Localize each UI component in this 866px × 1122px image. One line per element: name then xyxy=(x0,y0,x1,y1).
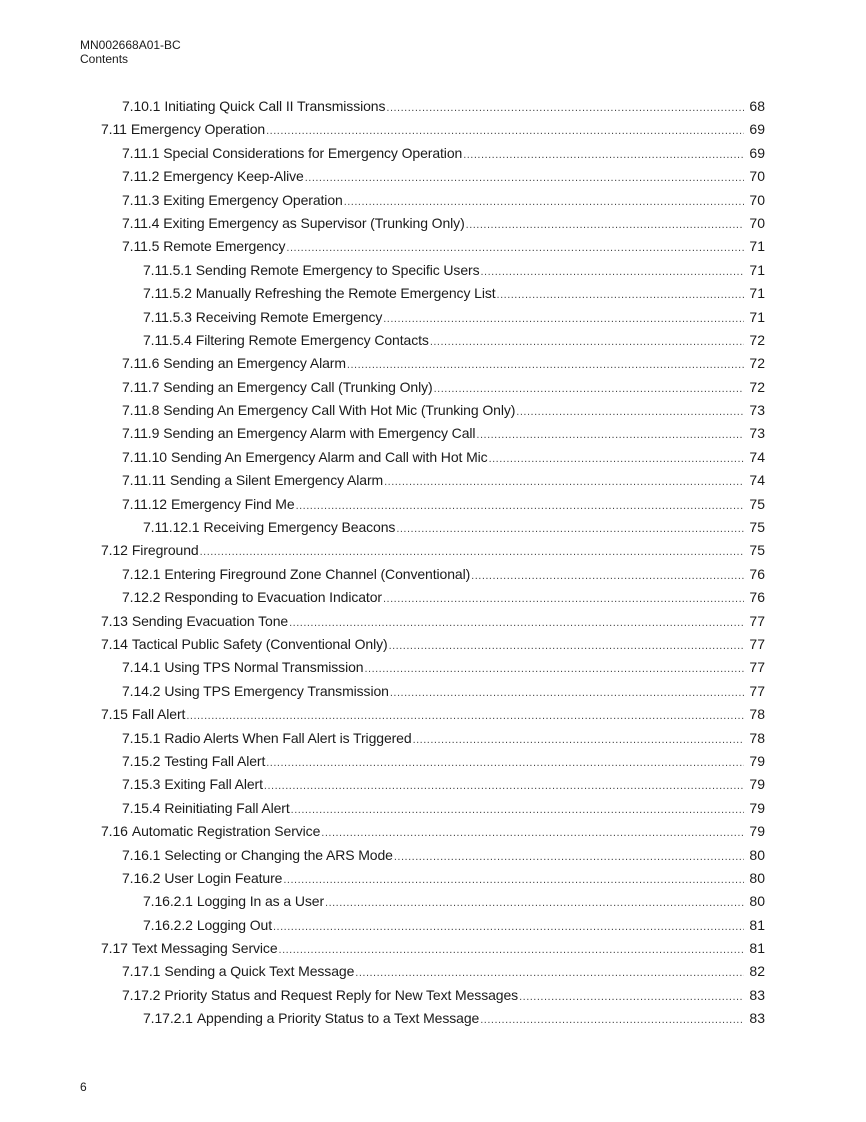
toc-entry-title xyxy=(143,329,429,352)
toc-section-number: 7.11.12 xyxy=(122,495,167,512)
toc-dot-leader xyxy=(344,191,744,214)
toc-section-number: 7.17.2 xyxy=(122,986,161,1003)
toc-entry[interactable] xyxy=(0,212,866,235)
toc-dot-leader xyxy=(390,682,744,705)
toc-section-number: 7.17.1 xyxy=(122,963,161,980)
toc-section-number: 7.15.4 xyxy=(122,799,161,816)
toc-entry-title xyxy=(122,399,515,422)
toc-dot-leader xyxy=(186,705,744,728)
toc-dot-leader xyxy=(289,612,744,635)
toc-dot-leader xyxy=(476,424,744,447)
toc-entry[interactable] xyxy=(0,937,866,960)
toc-page-number: 71 xyxy=(749,308,765,325)
toc-entry[interactable] xyxy=(0,633,866,656)
toc-page-number: 77 xyxy=(749,659,765,676)
toc-entry-title xyxy=(122,844,393,867)
toc-page-number: 71 xyxy=(749,285,765,302)
toc-dot-leader xyxy=(347,354,744,377)
toc-entry-title xyxy=(101,539,199,562)
toc-entry-title xyxy=(143,306,382,329)
toc-entry[interactable] xyxy=(0,914,866,937)
toc-section-number: 7.11.5 xyxy=(122,238,160,255)
toc-section-number: 7.12.1 xyxy=(122,565,161,582)
toc-section-number: 7.16.2 xyxy=(122,869,161,886)
toc-page-number: 73 xyxy=(749,402,765,419)
toc-entry[interactable] xyxy=(0,493,866,516)
toc-entry-title xyxy=(143,890,324,913)
toc-section-title: Logging In as a User xyxy=(196,893,325,910)
toc-entry[interactable] xyxy=(0,352,866,375)
toc-section-number: 7.12 xyxy=(101,542,128,559)
toc-section-number: 7.16.2.2 xyxy=(143,916,193,933)
toc-dot-leader xyxy=(325,892,744,915)
toc-page-number: 82 xyxy=(749,963,765,980)
toc-entry[interactable] xyxy=(0,329,866,352)
toc-dot-leader xyxy=(383,588,744,611)
toc-section-number: 7.15.3 xyxy=(122,776,161,793)
toc-dot-leader xyxy=(266,752,744,775)
toc-page-number: 70 xyxy=(749,168,765,185)
toc-section-title: Appending a Priority Status to a Text Message xyxy=(196,1010,480,1027)
toc-entry-title xyxy=(143,516,395,539)
toc-entry[interactable] xyxy=(0,703,866,726)
toc-entry-title xyxy=(122,189,343,212)
toc-page-number: 83 xyxy=(749,1010,765,1027)
toc-entry-title xyxy=(122,656,363,679)
toc-entry-title xyxy=(122,797,290,820)
toc-dot-leader xyxy=(413,729,744,752)
toc-section-title: Reinitiating Fall Alert xyxy=(164,799,290,816)
toc-section-title: User Login Feature xyxy=(164,869,283,886)
toc-section-title: Fall Alert xyxy=(131,706,186,723)
toc-section-title: Selecting or Changing the ARS Mode xyxy=(164,846,393,863)
toc-section-number: 7.16 xyxy=(101,823,128,840)
toc-dot-leader xyxy=(283,869,744,892)
toc-entry-title xyxy=(122,750,265,773)
toc-entry[interactable] xyxy=(0,118,866,141)
toc-entry[interactable] xyxy=(0,563,866,586)
toc-page-number: 80 xyxy=(749,869,765,886)
toc-page-number: 78 xyxy=(749,729,765,746)
toc-page-number: 68 xyxy=(749,98,765,114)
toc-entry[interactable] xyxy=(0,235,866,258)
toc-section-number: 7.14 xyxy=(101,635,128,652)
toc-section-title: Using TPS Normal Transmission xyxy=(164,659,364,676)
toc-dot-leader xyxy=(321,822,744,845)
toc-section-number: 7.11.6 xyxy=(122,355,160,372)
toc-section-title: Emergency Find Me xyxy=(170,495,295,512)
toc-entry[interactable] xyxy=(0,189,866,212)
toc-section-title: Sending an Emergency Alarm with Emergency Call xyxy=(163,425,476,442)
toc-entry[interactable] xyxy=(0,539,866,562)
toc-dot-leader xyxy=(480,261,744,284)
toc-entry[interactable] xyxy=(0,259,866,282)
toc-section-number: 7.12.2 xyxy=(122,589,161,606)
toc-page-number: 79 xyxy=(749,799,765,816)
toc-entry-title xyxy=(122,586,382,609)
toc-entry[interactable] xyxy=(0,142,866,165)
toc-page-number: 69 xyxy=(749,144,765,161)
toc-page-number: 73 xyxy=(749,425,765,442)
toc-section-title: Tactical Public Safety (Conventional Only) xyxy=(131,635,388,652)
toc-section-number: 7.17.2.1 xyxy=(143,1010,193,1027)
toc-section-number: 7.11.9 xyxy=(122,425,160,442)
toc-page-number: 71 xyxy=(749,238,765,255)
toc-page-number: 72 xyxy=(749,378,765,395)
toc-section-title: Receiving Emergency Beacons xyxy=(203,519,396,536)
toc-entry-title xyxy=(122,235,285,258)
toc-section-title: Exiting Fall Alert xyxy=(164,776,263,793)
toc-entry[interactable] xyxy=(0,680,866,703)
toc-section-title: Entering Fireground Zone Channel (Conventional) xyxy=(164,565,471,582)
toc-entry-title xyxy=(122,493,295,516)
toc-entry-title xyxy=(143,1007,479,1030)
toc-section-title: Receiving Remote Emergency xyxy=(195,308,383,325)
toc-page-number: 76 xyxy=(749,589,765,606)
toc-entry[interactable] xyxy=(0,586,866,609)
toc-entry[interactable] xyxy=(0,610,866,633)
toc-dot-leader xyxy=(480,1009,744,1032)
table-of-contents xyxy=(0,95,866,1031)
toc-dot-leader xyxy=(364,658,744,681)
toc-section-number: 7.11.1 xyxy=(122,144,160,161)
toc-section-number: 7.11.10 xyxy=(122,448,167,465)
toc-entry-title xyxy=(101,118,265,141)
toc-dot-leader xyxy=(291,799,744,822)
toc-entry-title xyxy=(101,820,320,843)
toc-page-number: 75 xyxy=(749,542,765,559)
toc-entry[interactable] xyxy=(0,446,866,469)
toc-entry[interactable] xyxy=(0,750,866,773)
section-name: Contents xyxy=(80,52,129,66)
toc-entry-title xyxy=(122,142,462,165)
toc-section-number: 7.11.8 xyxy=(122,402,160,419)
toc-dot-leader xyxy=(463,144,744,167)
toc-section-title: Emergency Operation xyxy=(130,121,266,138)
toc-entry-title xyxy=(143,914,272,937)
toc-page-number: 74 xyxy=(749,472,765,489)
toc-entry[interactable] xyxy=(0,422,866,445)
toc-section-title: Remote Emergency xyxy=(163,238,286,255)
toc-entry[interactable] xyxy=(0,867,866,890)
toc-entry-title xyxy=(122,446,488,469)
toc-dot-leader xyxy=(383,308,744,331)
toc-entry-title xyxy=(122,422,475,445)
toc-dot-leader xyxy=(266,120,744,143)
toc-section-number: 7.11.2 xyxy=(122,168,160,185)
toc-entry[interactable] xyxy=(0,773,866,796)
toc-page-number: 77 xyxy=(749,682,765,699)
toc-entry[interactable] xyxy=(0,656,866,679)
toc-section-number: 7.11 xyxy=(101,121,127,138)
toc-entry-title xyxy=(122,867,282,890)
toc-section-number: 7.15.1 xyxy=(122,729,161,746)
toc-dot-leader xyxy=(497,284,744,307)
toc-section-title: Text Messaging Service xyxy=(131,940,278,957)
toc-entry-title xyxy=(101,633,388,656)
toc-section-number: 7.11.4 xyxy=(122,214,160,231)
toc-section-title: Sending an Emergency Call (Trunking Only) xyxy=(163,378,433,395)
toc-dot-leader xyxy=(394,846,744,869)
toc-page-number: 80 xyxy=(749,846,765,863)
toc-page-number: 70 xyxy=(749,191,765,208)
toc-section-number: 7.11.11 xyxy=(122,472,166,489)
toc-section-number: 7.14.1 xyxy=(122,659,161,676)
toc-section-title: Testing Fall Alert xyxy=(164,752,266,769)
toc-page-number: 75 xyxy=(749,495,765,512)
toc-section-title: Fireground xyxy=(131,542,199,559)
toc-dot-leader xyxy=(389,635,744,658)
toc-entry[interactable] xyxy=(0,95,866,118)
toc-dot-leader xyxy=(273,916,744,939)
toc-section-number: 7.11.5.3 xyxy=(143,308,192,325)
toc-page-number: 80 xyxy=(749,893,765,910)
toc-entry[interactable] xyxy=(0,984,866,1007)
toc-dot-leader xyxy=(466,214,744,237)
toc-section-number: 7.15.2 xyxy=(122,752,161,769)
toc-section-title: Using TPS Emergency Transmission xyxy=(164,682,389,699)
toc-entry-title xyxy=(122,960,354,983)
toc-section-number: 7.11.12.1 xyxy=(143,519,200,536)
toc-page-number: 76 xyxy=(749,565,765,582)
toc-page-number: 70 xyxy=(749,214,765,231)
toc-page-number: 79 xyxy=(749,752,765,769)
toc-section-number: 7.15 xyxy=(101,706,128,723)
toc-page-number: 83 xyxy=(749,986,765,1003)
toc-dot-leader xyxy=(519,986,744,1009)
toc-entry[interactable] xyxy=(0,469,866,492)
toc-dot-leader xyxy=(286,237,744,260)
toc-entry[interactable] xyxy=(0,516,866,539)
toc-section-title: Filtering Remote Emergency Contacts xyxy=(195,331,429,348)
toc-section-number: 7.11.5.2 xyxy=(143,285,192,302)
toc-section-title: Responding to Evacuation Indicator xyxy=(164,589,382,606)
toc-entry[interactable] xyxy=(0,282,866,305)
toc-page-number: 72 xyxy=(749,355,765,372)
toc-page-number: 81 xyxy=(749,916,765,933)
toc-page-number: 79 xyxy=(749,776,765,793)
toc-dot-leader xyxy=(434,378,744,401)
toc-section-title: Emergency Keep-Alive xyxy=(163,168,304,185)
toc-entry-title xyxy=(143,282,496,305)
toc-entry-title xyxy=(122,95,385,118)
toc-entry-title xyxy=(122,563,470,586)
toc-section-number: 7.14.2 xyxy=(122,682,161,699)
toc-section-number: 7.16.1 xyxy=(122,846,161,863)
toc-section-number: 7.11.5.1 xyxy=(143,261,192,278)
page-header xyxy=(80,38,181,66)
toc-page-number: 71 xyxy=(749,261,765,278)
toc-entry-title xyxy=(122,727,412,750)
toc-dot-leader xyxy=(279,939,744,962)
toc-dot-leader xyxy=(489,448,744,471)
toc-entry-title xyxy=(101,703,185,726)
toc-section-title: Exiting Emergency as Supervisor (Trunking Only) xyxy=(163,214,465,231)
toc-dot-leader xyxy=(516,401,744,424)
toc-entry-title xyxy=(122,469,383,492)
toc-page-number: 77 xyxy=(749,612,765,629)
toc-dot-leader xyxy=(200,541,744,564)
toc-section-title: Radio Alerts When Fall Alert is Triggered xyxy=(164,729,412,746)
page-number: 6 xyxy=(80,1080,87,1094)
toc-page-number: 81 xyxy=(749,940,765,957)
toc-entry[interactable] xyxy=(0,890,866,913)
toc-section-title: Sending a Silent Emergency Alarm xyxy=(169,472,384,489)
toc-dot-leader xyxy=(396,518,744,541)
toc-entry-title xyxy=(122,376,433,399)
toc-section-number: 7.11.7 xyxy=(122,378,160,395)
toc-entry-title xyxy=(122,212,465,235)
toc-entry-title xyxy=(122,165,304,188)
document-id: MN002668A01-BC xyxy=(80,38,181,52)
toc-section-title: Sending a Quick Text Message xyxy=(164,963,355,980)
toc-entry-title xyxy=(122,352,346,375)
toc-entry[interactable] xyxy=(0,820,866,843)
toc-section-title: Sending an Emergency Alarm xyxy=(163,355,346,372)
toc-section-title: Priority Status and Request Reply for New Text Messages xyxy=(164,986,519,1003)
toc-dot-leader xyxy=(296,495,744,518)
toc-section-title: Sending Evacuation Tone xyxy=(131,612,289,629)
toc-dot-leader xyxy=(384,471,744,494)
toc-section-number: 7.16.2.1 xyxy=(143,893,193,910)
toc-dot-leader xyxy=(386,97,744,120)
toc-section-title: Automatic Registration Service xyxy=(131,823,321,840)
toc-entry-title xyxy=(101,937,278,960)
toc-entry[interactable] xyxy=(0,797,866,820)
toc-section-number: 7.13 xyxy=(101,612,128,629)
toc-section-number: 7.11.5.4 xyxy=(143,331,192,348)
toc-entry[interactable] xyxy=(0,960,866,983)
toc-dot-leader xyxy=(471,565,744,588)
toc-entry[interactable] xyxy=(0,376,866,399)
toc-section-number: 7.17 xyxy=(101,940,128,957)
toc-entry-title xyxy=(122,680,389,703)
toc-entry-title xyxy=(122,984,518,1007)
toc-section-title: Manually Refreshing the Remote Emergency List xyxy=(195,285,496,302)
toc-entry[interactable] xyxy=(0,399,866,422)
toc-page-number: 75 xyxy=(749,519,765,536)
toc-page-number: 72 xyxy=(749,331,765,348)
toc-section-title: Sending An Emergency Alarm and Call with Hot Mic xyxy=(170,448,488,465)
toc-dot-leader xyxy=(264,775,744,798)
toc-section-title: Sending Remote Emergency to Specific Users xyxy=(195,261,480,278)
toc-page-number: 78 xyxy=(749,706,765,723)
toc-dot-leader xyxy=(430,331,744,354)
toc-entry[interactable] xyxy=(0,844,866,867)
toc-section-title: Sending An Emergency Call With Hot Mic (Trunking Only) xyxy=(163,402,516,419)
toc-page-number: 74 xyxy=(749,448,765,465)
toc-section-number: 7.10.1 xyxy=(122,98,161,114)
toc-section-title: Exiting Emergency Operation xyxy=(163,191,343,208)
toc-section-title: Special Considerations for Emergency Operation xyxy=(163,144,463,161)
toc-entry[interactable] xyxy=(0,306,866,329)
toc-page-number: 69 xyxy=(749,121,765,138)
toc-entry[interactable] xyxy=(0,1007,866,1030)
toc-entry-title xyxy=(143,259,479,282)
toc-dot-leader xyxy=(355,962,744,985)
toc-entry-title xyxy=(101,610,288,633)
toc-page-number: 77 xyxy=(749,635,765,652)
toc-page-number: 79 xyxy=(749,823,765,840)
toc-section-number: 7.11.3 xyxy=(122,191,160,208)
toc-section-title: Initiating Quick Call II Transmissions xyxy=(164,98,386,114)
toc-entry[interactable] xyxy=(0,727,866,750)
toc-entry[interactable] xyxy=(0,165,866,188)
toc-section-title: Logging Out xyxy=(196,916,272,933)
toc-entry-title xyxy=(122,773,263,796)
toc-dot-leader xyxy=(305,167,744,190)
